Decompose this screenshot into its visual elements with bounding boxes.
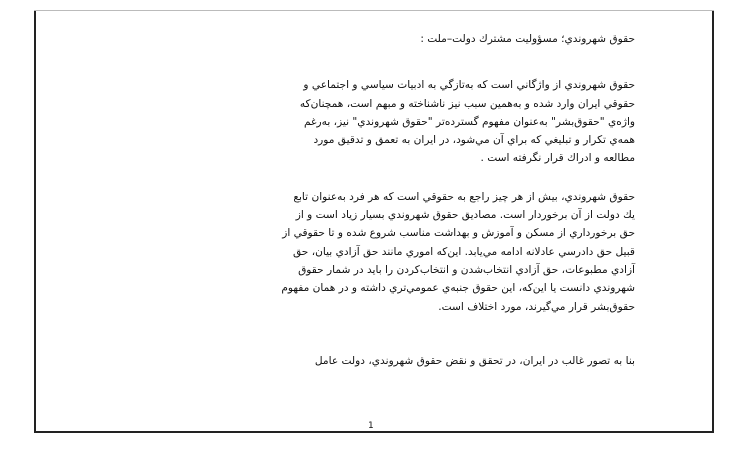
paragraph-1: حقوق شهروندي از واژگاني است كه به‌تازگي به ادبيات سياسي و اجتماعي و حقوقي ايران وارد شده و به‌همين سبب نيز ناشناخته و مبهم است، همچنان‌كه واژه‌ي "حقوق‌بشر" به‌عنوان مفهوم گسترده‌تر "حقوق شهروندي" نيز، به‌رغم همه‌ي تكرار و تبليغي كه براي آن مي‌شود، در ايران به تعمق و تدقيق مورد مطالعه و ادراك قرار نگرفته است . [299,79,635,165]
page-top-edge [34,10,714,11]
document-title: حقوق شهروندي؛ مسؤوليت مشترك دولت–ملت : [420,33,635,45]
paragraph-2: حقوق شهروندي، بيش از هر چيز راجع به حقوقي است كه هر فرد به‌عنوان تابع يك دولت از آن برخوردار است. مصاديق حقوق شهروندي بسيار زياد است و از حق برخورداري از مسكن و آموزش و بهداشت مناسب شروع شده و تا حقوقي از قبيل حق دادرسي عادلانه ادامه مي‌يابد. اين‌كه اموري مانند حق آزادي بيان، حق آزادي مطبوعات، حق آزادي انتخاب‌شدن و انتخاب‌كردن را بايد در شمار حقوق شهروندي دانست يا اين‌كه، اين حقوق جنبه‌ي عمومي‌تري داشته و در همان مفهوم حقوق‌بشر قرار مي‌گيرند، مورد اختلاف است. [281,190,635,313]
paragraph-3: بنا به تصور غالب در ايران، در تحقق و نقض حقوق شهروندي، دولت عامل [314,354,635,367]
document-body [95,30,635,370]
page-number: 1 [368,421,374,431]
